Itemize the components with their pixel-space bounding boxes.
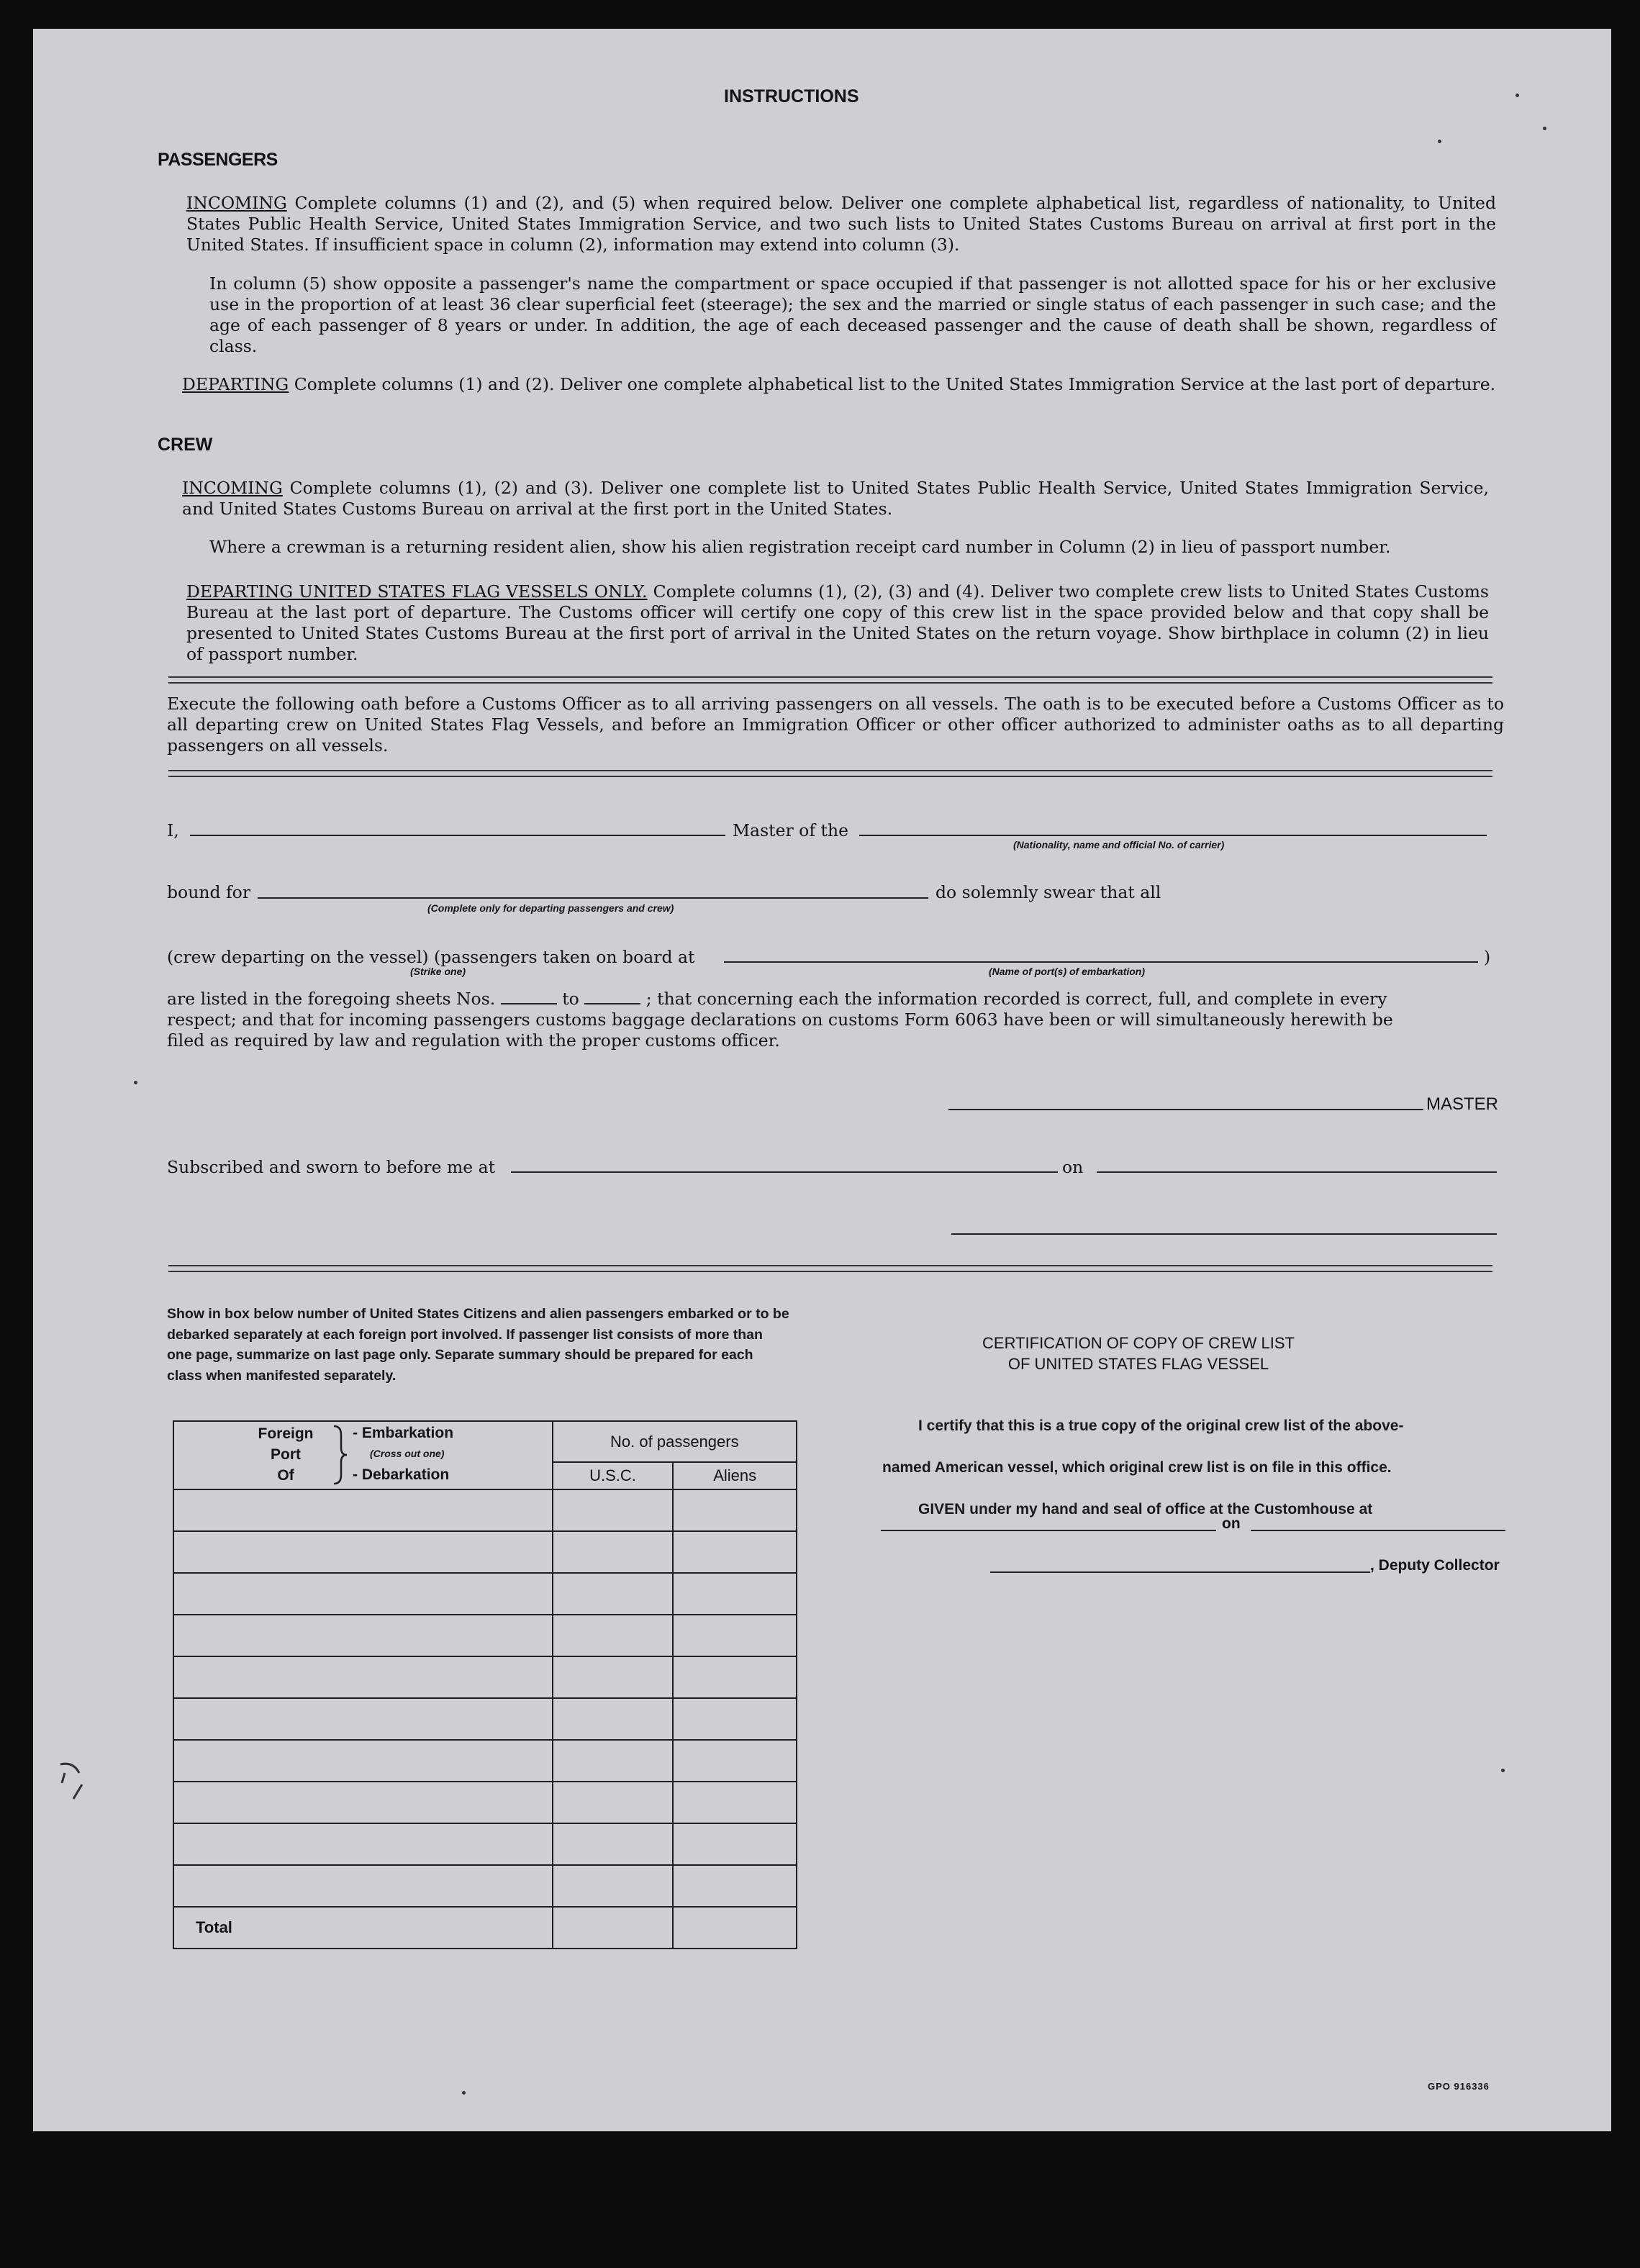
- listed-b: ; that concerning each the information recorded is correct, full, and complete in every: [645, 989, 1387, 1009]
- aliens-cell[interactable]: [673, 1573, 797, 1615]
- passengers-incoming-label: INCOMING: [186, 193, 287, 213]
- deputy-collector-label: , Deputy Collector: [1370, 1557, 1500, 1574]
- master-name-field[interactable]: [190, 835, 725, 836]
- speck: [1543, 127, 1546, 130]
- summary-row: [173, 1698, 797, 1740]
- port-caption: (Name of port(s) of embarkation): [989, 966, 1146, 977]
- summary-row: [173, 1573, 797, 1615]
- aliens-cell[interactable]: [673, 1740, 797, 1782]
- crew-incoming-paragraph: [182, 478, 1489, 520]
- oath-i-label: I,: [167, 820, 179, 840]
- sheet-from-field[interactable]: [501, 990, 557, 1004]
- port-header-line-of: Of: [277, 1467, 294, 1484]
- strike-caption: (Strike one): [410, 966, 466, 977]
- master-label: MASTER: [1426, 1094, 1499, 1114]
- aliens-cell[interactable]: [673, 1823, 797, 1865]
- passengers-departing-label: DEPARTING: [182, 374, 289, 394]
- no-passengers-header: No. of passengers: [553, 1421, 797, 1462]
- port-cell[interactable]: [173, 1489, 553, 1531]
- master-signature-field[interactable]: [948, 1109, 1423, 1110]
- crew-departing-text: Complete columns (1), (2), (3) and (4). Deliver two complete crew lists to United States Customs Bureau at the last port of departure. The Customs officer will certify one copy of this crew list in the space provided below and that copy shall be presented to United States Customs Bureau at the first port of arrival in the United States on the return voyage. Show birthplace in column (2) in lieu of passport number.: [186, 581, 1489, 664]
- bound-for-label: bound for: [167, 882, 251, 902]
- handwritten-mark: [52, 1756, 95, 1806]
- total-usc-cell[interactable]: [553, 1907, 674, 1949]
- separator-bottom: [168, 1265, 1492, 1272]
- port-header-cell: [173, 1421, 553, 1489]
- total-label: Total: [173, 1907, 553, 1949]
- certification-title: [879, 1333, 1397, 1374]
- passengers-column5-paragraph: In column (5) show opposite a passenger's name the compartment or space occupied if that passenger is not allotted space for his or her exclusive use in the proportion of at least 36 clear superficial feet (steerage); the sex and the married or single status of each passenger in such case; and the age of each passenger of 8 years or under. In addition, the age of each deceased passenger and the cause of death shall be shown, regardless of class.: [209, 273, 1496, 356]
- listed-line-1: [167, 989, 1387, 1010]
- crew-resident-paragraph: Where a crewman is a returning resident alien, show his alien registration receipt card number in Column (2) in lieu of passport number.: [209, 537, 1391, 557]
- certification-title-line-2: OF UNITED STATES FLAG VESSEL: [1007, 1355, 1269, 1373]
- port-header-text: [253, 1423, 318, 1486]
- port-cell[interactable]: [173, 1573, 553, 1615]
- port-cell[interactable]: [173, 1615, 553, 1656]
- passengers-departing-paragraph: [182, 374, 1496, 395]
- certification-line-1: I certify that this is a true copy of the original crew list of the above-: [918, 1418, 1404, 1434]
- certification-date-field[interactable]: [1251, 1530, 1505, 1531]
- swear-text: do solemnly swear that all: [935, 882, 1161, 902]
- crew-departing-paragraph: [186, 581, 1489, 665]
- aliens-cell[interactable]: [673, 1865, 797, 1907]
- summary-row: [173, 1656, 797, 1698]
- summary-row: [173, 1865, 797, 1907]
- form-sheet: [33, 29, 1611, 2131]
- summary-row: [173, 1782, 797, 1823]
- bound-for-field[interactable]: [258, 897, 928, 899]
- summary-row: [173, 1823, 797, 1865]
- bound-for-caption: (Complete only for departing passengers and crew): [427, 902, 674, 914]
- aliens-cell[interactable]: [673, 1698, 797, 1740]
- aliens-cell[interactable]: [673, 1615, 797, 1656]
- certification-title-line-1: CERTIFICATION OF COPY OF CREW LIST: [982, 1334, 1295, 1352]
- passengers-incoming-text: Complete columns (1) and (2), and (5) when required below. Deliver one complete alphabetical list, regardless of nationality, to United States Public Health Service, United States Immigration Service, and two such lists to United States Customs Bureau on arrival at first port in the United States. If insufficient space in column (2), information may extend into column (3).: [186, 193, 1496, 255]
- passengers-incoming-paragraph: [186, 193, 1496, 255]
- usc-cell[interactable]: [553, 1823, 674, 1865]
- crew-incoming-text: Complete columns (1), (2) and (3). Deliver one complete list to United States Public Health Service, United States Immigration Service, and United States Customs Bureau on arrival at the first port in the United States.: [182, 478, 1489, 519]
- aliens-cell[interactable]: [673, 1531, 797, 1573]
- speck: [1438, 140, 1441, 143]
- port-cell[interactable]: [173, 1698, 553, 1740]
- usc-header: U.S.C.: [553, 1462, 674, 1489]
- carrier-caption: (Nationality, name and official No. of carrier): [1013, 839, 1225, 850]
- passenger-summary-table: [173, 1420, 797, 1949]
- total-aliens-cell[interactable]: [673, 1907, 797, 1949]
- sheet-to-field[interactable]: [584, 990, 640, 1004]
- debarkation-label: - Debarkation: [353, 1466, 450, 1483]
- carrier-field[interactable]: [859, 835, 1487, 836]
- aliens-header: Aliens: [673, 1462, 797, 1489]
- usc-cell[interactable]: [553, 1615, 674, 1656]
- usc-cell[interactable]: [553, 1573, 674, 1615]
- summary-row: [173, 1615, 797, 1656]
- usc-cell[interactable]: [553, 1740, 674, 1782]
- usc-cell[interactable]: [553, 1698, 674, 1740]
- port-cell[interactable]: [173, 1740, 553, 1782]
- usc-cell[interactable]: [553, 1489, 674, 1531]
- oath-instruction: Execute the following oath before a Customs Officer as to all arriving passengers on all vessels. The oath is to be executed before a Customs Officer as to all departing crew on United States Flag Vessels, and before an Immigration Officer or other officer authorized to administer oaths as to all departing passengers on all vessels.: [167, 694, 1504, 756]
- listed-a: are listed in the foregoing sheets Nos.: [167, 989, 496, 1009]
- summary-row: [173, 1531, 797, 1573]
- brace-icon: [331, 1425, 350, 1485]
- separator-top: [168, 676, 1492, 684]
- customhouse-field[interactable]: [881, 1530, 1216, 1531]
- officer-signature-field[interactable]: [951, 1233, 1497, 1235]
- port-header-line-port: Port: [271, 1446, 301, 1463]
- aliens-cell[interactable]: [673, 1656, 797, 1698]
- passengers-departing-text: Complete columns (1) and (2). Deliver one complete alphabetical list to the United States Immigration Service at the last port of departure.: [294, 374, 1496, 394]
- usc-cell[interactable]: [553, 1865, 674, 1907]
- port-header-line-foreign: Foreign: [258, 1425, 314, 1442]
- cross-out-label: (Cross out one): [370, 1448, 445, 1459]
- subscribed-label: Subscribed and sworn to before me at: [167, 1157, 496, 1177]
- summary-row: [173, 1740, 797, 1782]
- sworn-date-field[interactable]: [1097, 1171, 1497, 1173]
- certification-on-label: on: [1222, 1515, 1241, 1532]
- separator-oath: [168, 770, 1492, 777]
- aliens-cell[interactable]: [673, 1489, 797, 1531]
- port-cell[interactable]: [173, 1865, 553, 1907]
- certification-line-3: GIVEN under my hand and seal of office at the Customhouse at: [918, 1501, 1373, 1518]
- sworn-place-field[interactable]: [511, 1171, 1058, 1173]
- port-cell[interactable]: [173, 1656, 553, 1698]
- close-paren: ): [1484, 947, 1491, 967]
- summary-rows: [173, 1489, 797, 1907]
- speck: [1501, 1769, 1505, 1772]
- port-cell[interactable]: [173, 1823, 553, 1865]
- sworn-on-label: on: [1062, 1157, 1084, 1177]
- summary-instruction: Show in box below number of United States Citizens and alien passengers embarked or to be debarked separately at each foreign port involved. If passenger list consists of more than one page, summarize on last page only. Separate summary should be prepared for each class when manifested separately.: [167, 1306, 789, 1384]
- speck: [1516, 94, 1519, 97]
- deputy-signature-field[interactable]: [990, 1571, 1370, 1573]
- listed-to: to: [562, 989, 579, 1009]
- listed-line-3: filed as required by law and regulation with the proper customs officer.: [167, 1030, 780, 1051]
- speck: [134, 1081, 137, 1084]
- crew-departing-label: DEPARTING UNITED STATES FLAG VESSELS ONLY.: [186, 581, 648, 602]
- crew-heading: CREW: [158, 435, 213, 455]
- crew-incoming-label: INCOMING: [182, 478, 283, 498]
- master-of-the-label: Master of the: [733, 820, 848, 840]
- summary-row: [173, 1489, 797, 1531]
- listed-line-2: respect; and that for incoming passengers customs baggage declarations on customs Form 6063 have been or will simultaneously herewith be: [167, 1010, 1393, 1030]
- usc-cell[interactable]: [553, 1782, 674, 1823]
- page-title: INSTRUCTIONS: [724, 86, 859, 106]
- speck: [462, 2091, 466, 2095]
- embarkation-label: - Embarkation: [353, 1425, 454, 1441]
- passengers-heading: PASSENGERS: [158, 150, 278, 170]
- port-cell[interactable]: [173, 1531, 553, 1573]
- port-cell[interactable]: [173, 1782, 553, 1823]
- gpo-number: GPO 916336: [1428, 2081, 1490, 2092]
- aliens-cell[interactable]: [673, 1782, 797, 1823]
- crew-passengers-text: (crew departing on the vessel) (passengers taken on board at: [167, 947, 695, 967]
- embarkation-port-field[interactable]: [724, 961, 1478, 963]
- usc-cell[interactable]: [553, 1656, 674, 1698]
- usc-cell[interactable]: [553, 1531, 674, 1573]
- certification-line-2: named American vessel, which original crew list is on file in this office.: [882, 1459, 1392, 1476]
